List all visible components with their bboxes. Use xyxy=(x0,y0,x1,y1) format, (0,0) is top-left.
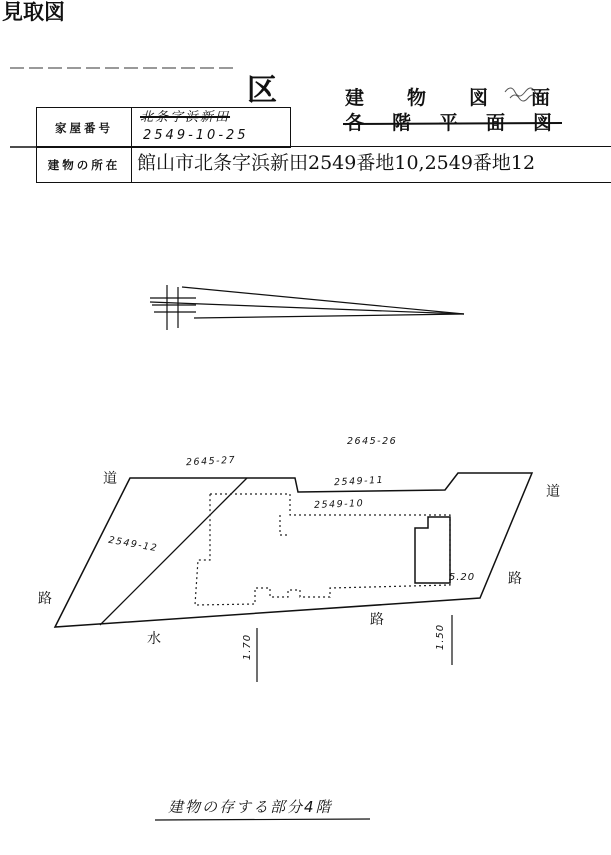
waterway-label: 水 xyxy=(147,631,161,647)
building-outline xyxy=(195,494,450,605)
location-row xyxy=(36,146,611,183)
lot-label: 2645-27 xyxy=(185,454,237,469)
road-label: 路 xyxy=(38,591,52,607)
building-notch xyxy=(280,515,290,535)
waterway-label: 路 xyxy=(370,612,384,628)
dimension-label: 5.20 xyxy=(448,572,476,583)
location-label: 建物の所在 xyxy=(37,147,132,182)
house-number-row xyxy=(36,107,291,148)
house-number-struck-value: 北条字浜新田 xyxy=(140,110,231,125)
road-label: 道 xyxy=(103,471,117,487)
document-heading: 建物図面 xyxy=(345,87,594,109)
parcel-boundary xyxy=(55,473,532,627)
lot-label: 2549-10 xyxy=(313,498,365,511)
annex-block xyxy=(415,517,450,583)
road-label: 路 xyxy=(508,571,522,587)
house-number-label: 家屋番号 xyxy=(37,108,132,147)
footnote-underline xyxy=(155,819,370,820)
struck-heading: 各階平面図 xyxy=(345,112,581,134)
lot-label: 2645-26 xyxy=(347,436,398,447)
dimension-label: 1.70 xyxy=(242,633,253,661)
page-title: 見取図 xyxy=(2,0,65,24)
ward-stamp: 区 xyxy=(247,73,277,108)
house-number-value: 2549-10-25 xyxy=(143,128,249,143)
lot-label: 2549-11 xyxy=(333,474,385,489)
lot-division-line xyxy=(100,478,247,625)
road-label: 道 xyxy=(546,484,560,500)
location-value: 館山市北条字浜新田2549番地10,2549番地12 xyxy=(137,152,536,174)
floor-note: 建物の存する部分4階 xyxy=(168,798,333,816)
lot-label: 2549-12 xyxy=(107,534,159,555)
north-arrow xyxy=(150,285,464,330)
dimension-label: 1.50 xyxy=(435,623,446,651)
